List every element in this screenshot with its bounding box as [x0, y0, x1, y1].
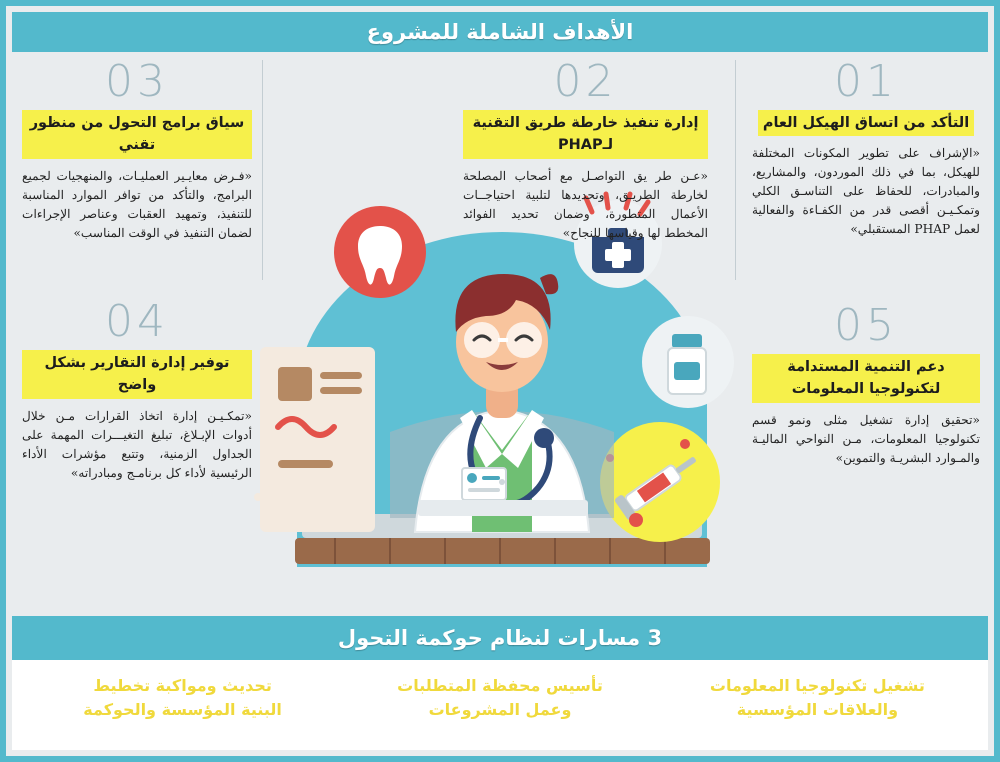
page-title: الأهداف الشاملة للمشروع [366, 20, 634, 44]
goal-block-05 [752, 300, 980, 468]
track-item-2 [357, 674, 642, 722]
illustration-svg [240, 182, 760, 612]
goal-body-01: «الإشراف على تطوير المكونات المختلفة للهيكل، بما في ذلك الموردون، والمشاريع، والمبادرات، للحفاظ على التناسـق الكلي وتمكـيـن أقصى قدر من الكفـاءة والفعالية لعمل PHAP المستقبلي» [752, 146, 980, 237]
track-1-line1: تحديث ومواكبة تخطيط [93, 676, 272, 695]
main-canvas [12, 52, 988, 616]
goal-body-04: «تمكـيـن إدارة اتخاذ القرارات مـن خلال أدوات الإبـلاغ، تبليغ التغيـــرات المهمة على الجداول الزمنية، وتتبع مؤشرات الأداء الرئيسية لأداء كل برنامـج ومبادراته» [22, 408, 252, 480]
goal-block-01 [752, 56, 980, 239]
track-2-line2: وعمل المشروعات [428, 700, 572, 719]
goal-block-04 [22, 296, 252, 483]
goal-title-04: توفير إدارة التقارير بشكل واضح [22, 350, 252, 399]
header-bar [12, 12, 988, 52]
goal-title-05: دعم التنمية المستدامة لتكنولوجيا المعلومات [752, 354, 980, 403]
track-item-1 [40, 674, 325, 722]
track-3-line1: تشغيل تكنولوجيا المعلومات [709, 676, 925, 695]
goal-title-02: إدارة تنفيذ خارطة طريق التقنية لـPHAP [463, 110, 708, 159]
track-3-line2: والعلاقات المؤسسية [736, 700, 899, 719]
goal-body-02: «عـن طر يق التواصـل مع أصحاب المصلحة لخارطة الطريـق، وتحديدها لتلبية احتياجــات الأعمال المتطورة، وضمان تحديد الفوائد المخطط لها وقياسها للنجاح» [463, 168, 708, 240]
goal-number-04: 04 [105, 296, 169, 347]
bottom-bar [12, 616, 988, 660]
goal-body-05: «تحقيق إدارة تشغيل مثلى ونمو قسم تكنولوجيا المعلومات، مـن النواحي الماليـة والمـوارد البشريـة والتموين» [752, 412, 980, 465]
goal-number-01: 01 [834, 56, 898, 107]
doctor-illustration [240, 182, 760, 612]
goal-number-05: 05 [834, 300, 898, 351]
track-1-line2: البنية المؤسسة والحوكمة [83, 700, 282, 719]
goal-number-03: 03 [105, 56, 169, 107]
goal-block-02 [463, 56, 708, 243]
goal-body-03: «فـرض معايـير العمليـات، والمنهجيات لجميع البرامج، والتأكد من توافر الموارد المناسبة للتنفيذ، وتمهيد العقبات وعناصر الإجراءات لضمان التنفيذ في الوقت المناسب» [22, 168, 252, 240]
goal-number-02: 02 [553, 56, 618, 107]
track-item-3 [675, 674, 960, 722]
tracks-row [12, 660, 988, 750]
goal-block-03 [22, 56, 252, 243]
bottom-title: 3 مسارات لنظام حوكمة التحول [337, 626, 663, 650]
track-2-line1: تأسيس محفظة المتطلبات [397, 676, 603, 695]
goal-title-01: التأكد من اتساق الهيكل العام [758, 110, 974, 136]
goal-title-03: سياق برامج التحول من منظور تقني [22, 110, 252, 159]
